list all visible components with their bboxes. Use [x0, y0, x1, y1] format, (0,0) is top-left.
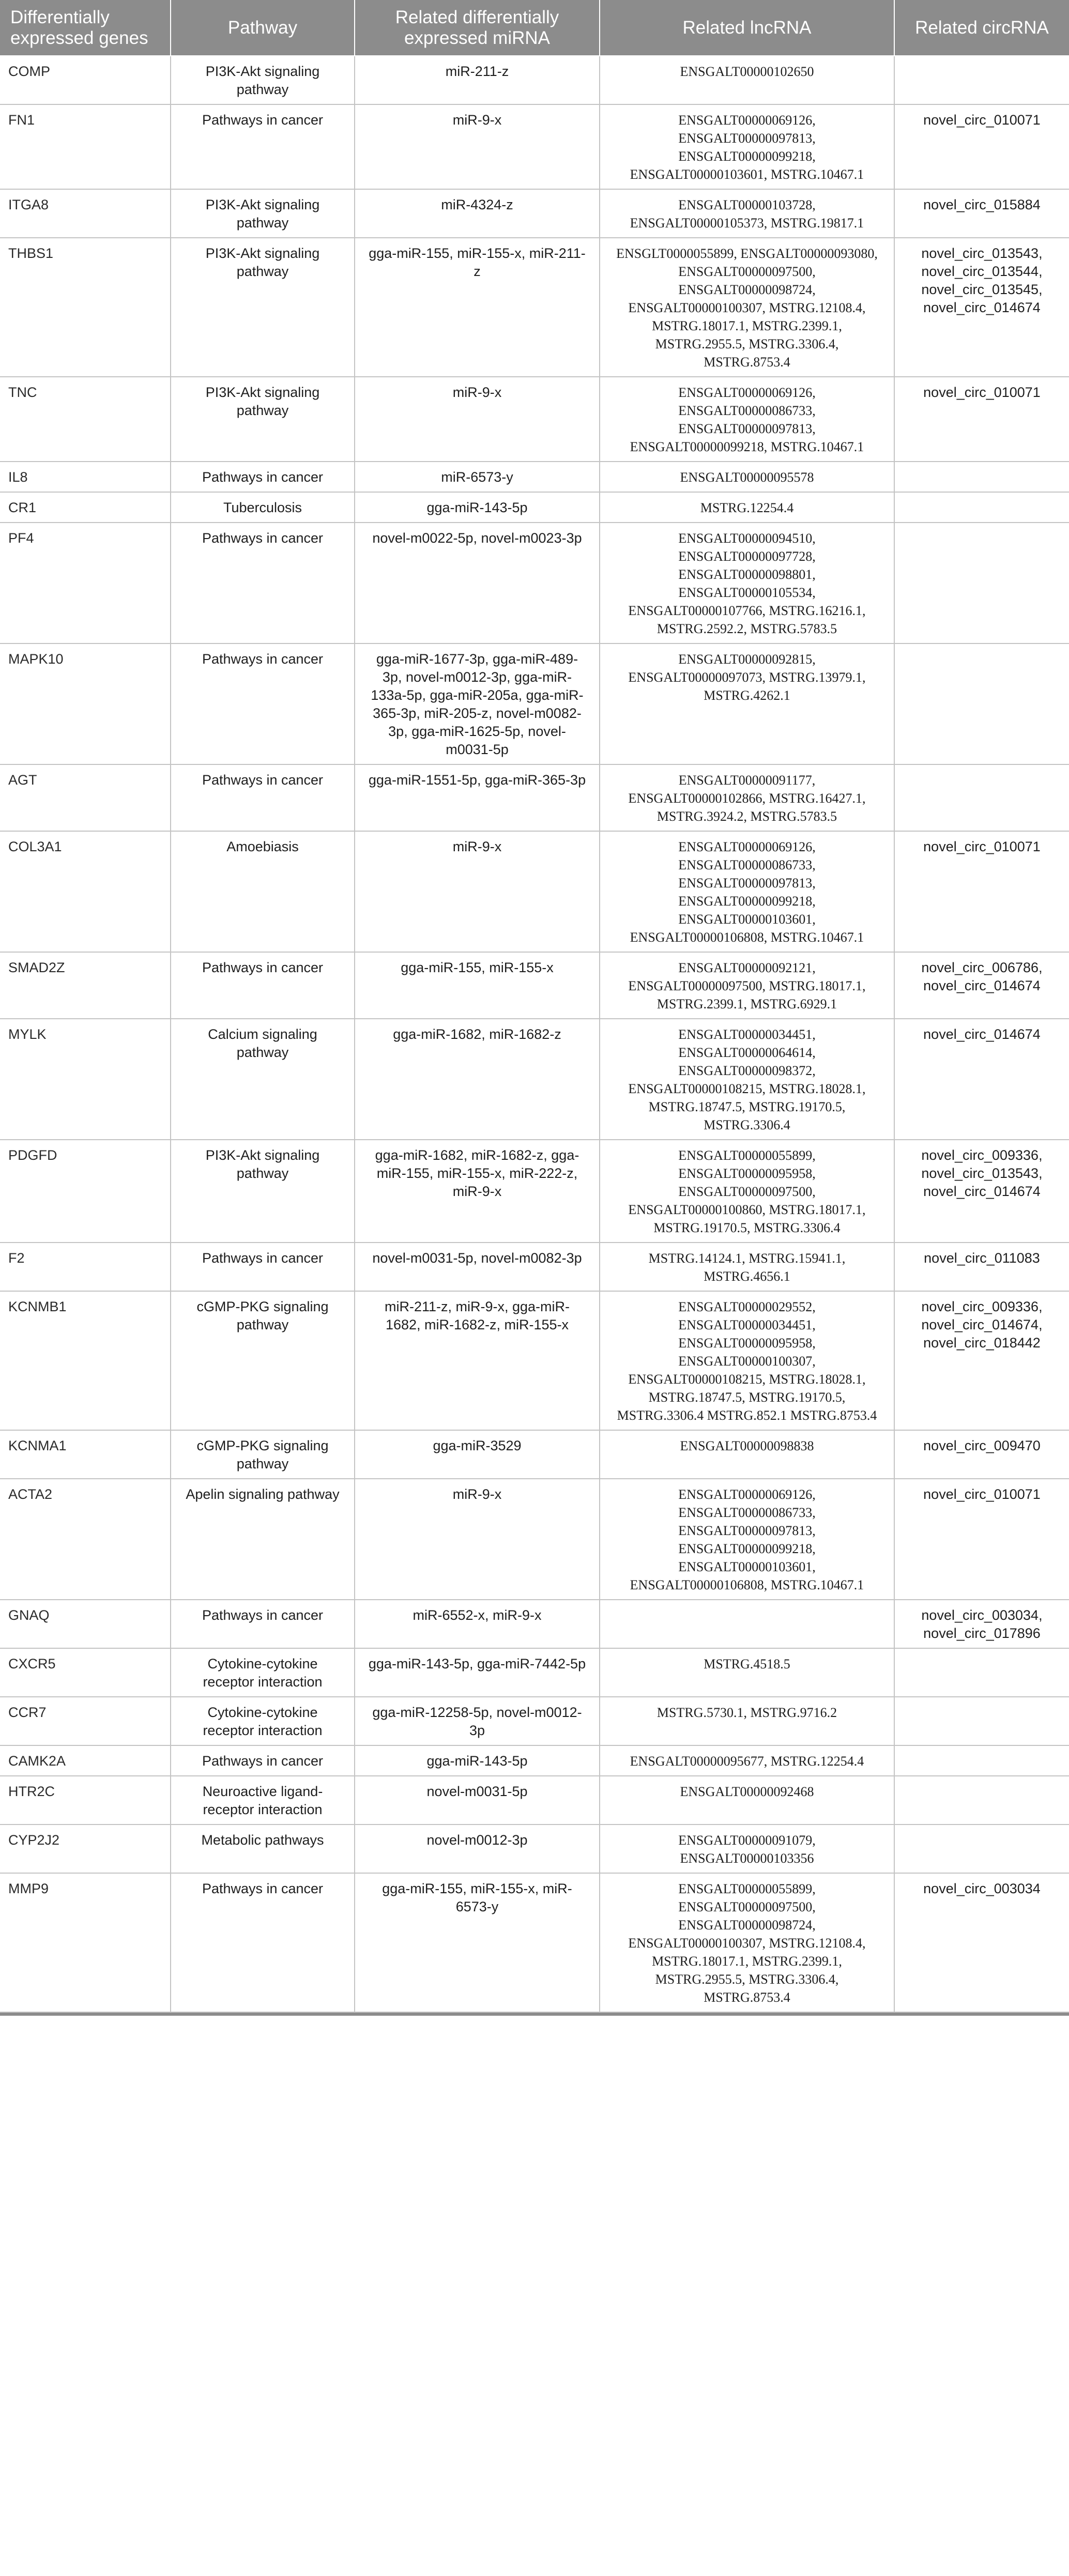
mirna-cell: gga-miR-1682, miR-1682-z [355, 1019, 600, 1140]
lncrna-cell: ENSGALT00000055899, ENSGALT00000095958, ENSGALT00000097500, ENSGALT00000100860, MSTRG.18017.1, MSTRG.19170.5, MSTRG.3306.4 [600, 1140, 894, 1243]
gene-cell: CR1 [0, 492, 171, 523]
gene-cell: TNC [0, 377, 171, 462]
table-row [0, 104, 1069, 189]
table-row [0, 764, 1069, 831]
table-row [0, 831, 1069, 952]
pathway-cell: Pathways in cancer [171, 104, 355, 189]
table-row [0, 1600, 1069, 1648]
circrna-cell: novel_circ_010071 [894, 831, 1069, 952]
lncrna-cell: ENSGALT00000095578 [600, 462, 894, 492]
header-row [0, 0, 1069, 56]
lncrna-cell: ENSGALT00000069126, ENSGALT00000086733, ENSGALT00000097813, ENSGALT00000099218, ENSGALT00000103601, ENSGALT00000106808, MSTRG.10467.1 [600, 831, 894, 952]
circrna-cell: novel_circ_015884 [894, 189, 1069, 238]
lncrna-cell: MSTRG.14124.1, MSTRG.15941.1, MSTRG.4656.1 [600, 1243, 894, 1291]
mirna-cell: gga-miR-155, miR-155-x [355, 952, 600, 1019]
lncrna-cell: ENSGALT00000102650 [600, 56, 894, 104]
gene-cell: PF4 [0, 523, 171, 643]
pathway-cell: Pathways in cancer [171, 952, 355, 1019]
mirna-cell: gga-miR-143-5p, gga-miR-7442-5p [355, 1648, 600, 1697]
pathway-cell: Neuroactive ligand-receptor interaction [171, 1776, 355, 1824]
table-row [0, 952, 1069, 1019]
gene-cell: GNAQ [0, 1600, 171, 1648]
mirna-cell: miR-9-x [355, 377, 600, 462]
table-row [0, 377, 1069, 462]
header-pathway: Pathway [171, 0, 355, 56]
lncrna-cell: ENSGALT00000094510, ENSGALT00000097728, ENSGALT00000098801, ENSGALT00000105534, ENSGALT00000107766, MSTRG.16216.1, MSTRG.2592.2, MSTRG.5783.5 [600, 523, 894, 643]
header-circrna: Related circRNA [894, 0, 1069, 56]
pathway-cell: Pathways in cancer [171, 1243, 355, 1291]
mirna-cell: gga-miR-155, miR-155-x, miR-6573-y [355, 1873, 600, 2012]
gene-cell: KCNMA1 [0, 1430, 171, 1479]
lncrna-cell: ENSGALT00000103728, ENSGALT00000105373, MSTRG.19817.1 [600, 189, 894, 238]
gene-cell: HTR2C [0, 1776, 171, 1824]
gene-cell: COMP [0, 56, 171, 104]
gene-cell: AGT [0, 764, 171, 831]
lncrna-cell: ENSGALT00000098838 [600, 1430, 894, 1479]
circrna-cell [894, 1745, 1069, 1776]
table-row [0, 1140, 1069, 1243]
circrna-cell [894, 1697, 1069, 1745]
circrna-cell: novel_circ_014674 [894, 1019, 1069, 1140]
lncrna-cell: ENSGALT00000092121, ENSGALT00000097500, MSTRG.18017.1, MSTRG.2399.1, MSTRG.6929.1 [600, 952, 894, 1019]
mirna-cell: novel-m0031-5p [355, 1776, 600, 1824]
lncrna-cell: ENSGALT00000055899, ENSGALT00000097500, ENSGALT00000098724, ENSGALT00000100307, MSTRG.12108.4, MSTRG.18017.1, MSTRG.2399.1, MSTRG.2955.5, MSTRG.3306.4, MSTRG.8753.4 [600, 1873, 894, 2012]
lncrna-cell: ENSGALT00000029552, ENSGALT00000034451, ENSGALT00000095958, ENSGALT00000100307, ENSGALT00000108215, MSTRG.18028.1, MSTRG.18747.5, MSTRG.19170.5, MSTRG.3306.4 MSTRG.852.1 MSTRG.8753.4 [600, 1291, 894, 1430]
circrna-cell: novel_circ_009336, novel_circ_014674, novel_circ_018442 [894, 1291, 1069, 1430]
gene-cell: MMP9 [0, 1873, 171, 2012]
lncrna-cell: MSTRG.5730.1, MSTRG.9716.2 [600, 1697, 894, 1745]
mirna-cell: miR-9-x [355, 104, 600, 189]
circrna-cell: novel_circ_013543, novel_circ_013544, novel_circ_013545, novel_circ_014674 [894, 238, 1069, 377]
table-row [0, 1479, 1069, 1600]
table-row [0, 1873, 1069, 2012]
pathway-cell: PI3K-Akt signaling pathway [171, 1140, 355, 1243]
table-row [0, 189, 1069, 238]
mirna-cell: miR-9-x [355, 831, 600, 952]
table-row [0, 1697, 1069, 1745]
table-row [0, 1745, 1069, 1776]
mirna-cell: novel-m0031-5p, novel-m0082-3p [355, 1243, 600, 1291]
header-genes: Differentially expressed genes [0, 0, 171, 56]
gene-cell: CXCR5 [0, 1648, 171, 1697]
lncrna-cell: ENSGALT00000069126, ENSGALT00000086733, ENSGALT00000097813, ENSGALT00000099218, ENSGALT00000103601, ENSGALT00000106808, MSTRG.10467.1 [600, 1479, 894, 1600]
table-row [0, 643, 1069, 764]
mirna-cell: miR-9-x [355, 1479, 600, 1600]
mirna-cell: gga-miR-3529 [355, 1430, 600, 1479]
gene-cell: SMAD2Z [0, 952, 171, 1019]
circrna-cell: novel_circ_003034 [894, 1873, 1069, 2012]
pathway-cell: Cytokine-cytokine receptor interaction [171, 1648, 355, 1697]
table-row [0, 1648, 1069, 1697]
pathway-cell: Pathways in cancer [171, 1873, 355, 2012]
mirna-cell: gga-miR-1551-5p, gga-miR-365-3p [355, 764, 600, 831]
table-row [0, 523, 1069, 643]
lncrna-cell: ENSGALT00000034451, ENSGALT00000064614, ENSGALT00000098372, ENSGALT00000108215, MSTRG.18028.1, MSTRG.18747.5, MSTRG.19170.5, MSTRG.3306.4 [600, 1019, 894, 1140]
pathway-cell: PI3K-Akt signaling pathway [171, 238, 355, 377]
pathway-cell: Metabolic pathways [171, 1824, 355, 1873]
table-header [0, 0, 1069, 56]
circrna-cell: novel_circ_010071 [894, 104, 1069, 189]
mirna-cell: novel-m0022-5p, novel-m0023-3p [355, 523, 600, 643]
circrna-cell: novel_circ_009336, novel_circ_013543, novel_circ_014674 [894, 1140, 1069, 1243]
header-mirna: Related differentially expressed miRNA [355, 0, 600, 56]
pathway-cell: Apelin signaling pathway [171, 1479, 355, 1600]
circrna-cell [894, 492, 1069, 523]
table-row [0, 1243, 1069, 1291]
header-lncrna: Related lncRNA [600, 0, 894, 56]
gene-cell: THBS1 [0, 238, 171, 377]
circrna-cell: novel_circ_010071 [894, 1479, 1069, 1600]
pathway-cell: Amoebiasis [171, 831, 355, 952]
gene-cell: CCR7 [0, 1697, 171, 1745]
table-bottom-rule [0, 2013, 1069, 2016]
mirna-cell: miR-211-z [355, 56, 600, 104]
lncrna-cell [600, 1600, 894, 1648]
lncrna-cell: MSTRG.4518.5 [600, 1648, 894, 1697]
circrna-cell [894, 1648, 1069, 1697]
pathway-cell: cGMP-PKG signaling pathway [171, 1291, 355, 1430]
pathway-cell: Pathways in cancer [171, 1600, 355, 1648]
mirna-cell: gga-miR-143-5p [355, 1745, 600, 1776]
circrna-cell: novel_circ_010071 [894, 377, 1069, 462]
lncrna-cell: ENSGALT00000092468 [600, 1776, 894, 1824]
gene-cell: MYLK [0, 1019, 171, 1140]
lncrna-cell: ENSGALT00000069126, ENSGALT00000097813, ENSGALT00000099218, ENSGALT00000103601, MSTRG.10467.1 [600, 104, 894, 189]
table-row [0, 462, 1069, 492]
pathway-cell: cGMP-PKG signaling pathway [171, 1430, 355, 1479]
circrna-cell: novel_circ_006786, novel_circ_014674 [894, 952, 1069, 1019]
circrna-cell [894, 56, 1069, 104]
pathway-cell: Pathways in cancer [171, 462, 355, 492]
mirna-cell: gga-miR-155, miR-155-x, miR-211-z [355, 238, 600, 377]
lncrna-cell: ENSGLT0000055899, ENSGALT00000093080, ENSGALT00000097500, ENSGALT00000098724, ENSGALT00000100307, MSTRG.12108.4, MSTRG.18017.1, MSTRG.2399.1, MSTRG.2955.5, MSTRG.3306.4, MSTRG.8753.4 [600, 238, 894, 377]
gene-cell: ITGA8 [0, 189, 171, 238]
gene-cell: KCNMB1 [0, 1291, 171, 1430]
pathway-cell: Cytokine-cytokine receptor interaction [171, 1697, 355, 1745]
pathway-cell: Calcium signaling pathway [171, 1019, 355, 1140]
mirna-cell: miR-211-z, miR-9-x, gga-miR-1682, miR-1682-z, miR-155-x [355, 1291, 600, 1430]
lncrna-cell: ENSGALT00000095677, MSTRG.12254.4 [600, 1745, 894, 1776]
mirna-cell: miR-4324-z [355, 189, 600, 238]
lncrna-cell: ENSGALT00000092815, ENSGALT00000097073, MSTRG.13979.1, MSTRG.4262.1 [600, 643, 894, 764]
lncrna-cell: MSTRG.12254.4 [600, 492, 894, 523]
pathway-cell: PI3K-Akt signaling pathway [171, 189, 355, 238]
mirna-cell: gga-miR-1677-3p, gga-miR-489-3p, novel-m0012-3p, gga-miR-133a-5p, gga-miR-205a, gga-miR-365-3p, miR-205-z, novel-m0082-3p, gga-miR-1625-5p, novel-m0031-5p [355, 643, 600, 764]
circrna-cell: novel_circ_003034, novel_circ_017896 [894, 1600, 1069, 1648]
table-row [0, 492, 1069, 523]
mirna-cell: gga-miR-143-5p [355, 492, 600, 523]
table-row [0, 238, 1069, 377]
pathway-cell: PI3K-Akt signaling pathway [171, 377, 355, 462]
pathway-cell: Pathways in cancer [171, 643, 355, 764]
mirna-cell: gga-miR-1682, miR-1682-z, gga-miR-155, miR-155-x, miR-222-z, miR-9-x [355, 1140, 600, 1243]
gene-cell: CYP2J2 [0, 1824, 171, 1873]
gene-cell: ACTA2 [0, 1479, 171, 1600]
gene-cell: PDGFD [0, 1140, 171, 1243]
circrna-cell [894, 462, 1069, 492]
mirna-cell: gga-miR-12258-5p, novel-m0012-3p [355, 1697, 600, 1745]
gene-cell: MAPK10 [0, 643, 171, 764]
circrna-cell [894, 643, 1069, 764]
pathway-cell: Pathways in cancer [171, 523, 355, 643]
table-row [0, 1824, 1069, 1873]
lncrna-cell: ENSGALT00000091079, ENSGALT00000103356 [600, 1824, 894, 1873]
table-row [0, 1430, 1069, 1479]
gene-cell: F2 [0, 1243, 171, 1291]
circrna-cell: novel_circ_011083 [894, 1243, 1069, 1291]
gene-cell: IL8 [0, 462, 171, 492]
circrna-cell [894, 764, 1069, 831]
circrna-cell [894, 1776, 1069, 1824]
pathway-cell: Tuberculosis [171, 492, 355, 523]
gene-cell: CAMK2A [0, 1745, 171, 1776]
pathway-cell: Pathways in cancer [171, 1745, 355, 1776]
table-row [0, 1291, 1069, 1430]
mirna-cell: miR-6552-x, miR-9-x [355, 1600, 600, 1648]
pathway-cell: Pathways in cancer [171, 764, 355, 831]
table-row [0, 56, 1069, 104]
pathway-cell: PI3K-Akt signaling pathway [171, 56, 355, 104]
lncrna-cell: ENSGALT00000091177, ENSGALT00000102866, MSTRG.16427.1, MSTRG.3924.2, MSTRG.5783.5 [600, 764, 894, 831]
lncrna-cell: ENSGALT00000069126, ENSGALT00000086733, ENSGALT00000097813, ENSGALT00000099218, MSTRG.10467.1 [600, 377, 894, 462]
mirna-cell: miR-6573-y [355, 462, 600, 492]
circrna-cell [894, 1824, 1069, 1873]
circrna-cell [894, 523, 1069, 643]
circrna-cell: novel_circ_009470 [894, 1430, 1069, 1479]
gene-cell: FN1 [0, 104, 171, 189]
table-row [0, 1019, 1069, 1140]
gene-cell: COL3A1 [0, 831, 171, 952]
mirna-cell: novel-m0012-3p [355, 1824, 600, 1873]
table-body [0, 56, 1069, 2012]
table-row [0, 1776, 1069, 1824]
